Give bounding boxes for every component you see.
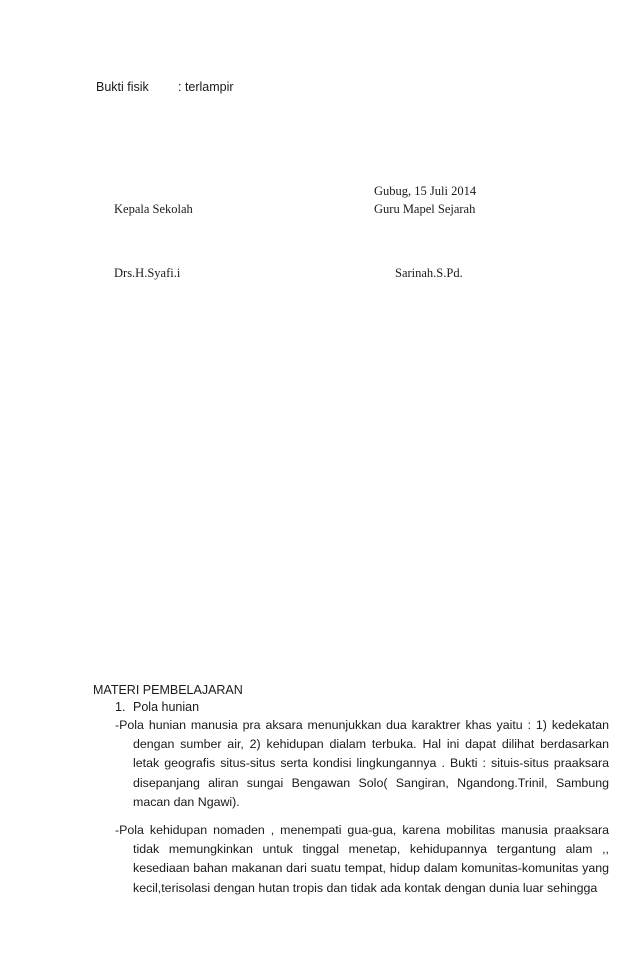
teacher-title: Guru Mapel Sejarah bbox=[374, 202, 476, 216]
materi-heading: MATERI PEMBELAJARAN bbox=[93, 683, 243, 697]
evidence-label: Bukti fisik bbox=[96, 80, 149, 94]
principal-title: Kepala Sekolah bbox=[114, 202, 193, 216]
evidence-value: : terlampir bbox=[178, 80, 234, 94]
paragraph-pola-hunian: -Pola hunian manusia pra aksara menunjukkan dua karaktrer khas yaitu : 1) kedekatan dengan sumber air, 2) kehidupan dialam terbuka. Hal ini dapat dilihat berdasarkan letak geografis situs-situs serta kondisi lingkungannya . Bukti : situis-situs praaksara disepanjang aliran sungai Bengawan Solo( Sangiran, Ngandong.Trinil, Sambung macan dan Ngawi). bbox=[115, 718, 609, 809]
list-item-title: Pola hunian bbox=[133, 700, 200, 714]
teacher-name: Sarinah.S.Pd. bbox=[395, 266, 463, 280]
paragraph-pola-kehidupan: -Pola kehidupan nomaden , menempati gua-gua, karena mobilitas manusia praaksara tidak memungkinkan untuk tinggal menetap, kehidupannya tergantung alam ,, kesediaan bahan makanan dari suatu tempat, hidup dalam komunitas-komunitas yang kecil,terisolasi dengan hutan tropis dan tidak ada kontak dengan dunia luar sehingga bbox=[115, 823, 609, 895]
place-date: Gubug, 15 Juli 2014 bbox=[374, 184, 477, 198]
principal-name: Drs.H.Syafi.i bbox=[114, 266, 181, 280]
list-number: 1. bbox=[115, 700, 126, 714]
